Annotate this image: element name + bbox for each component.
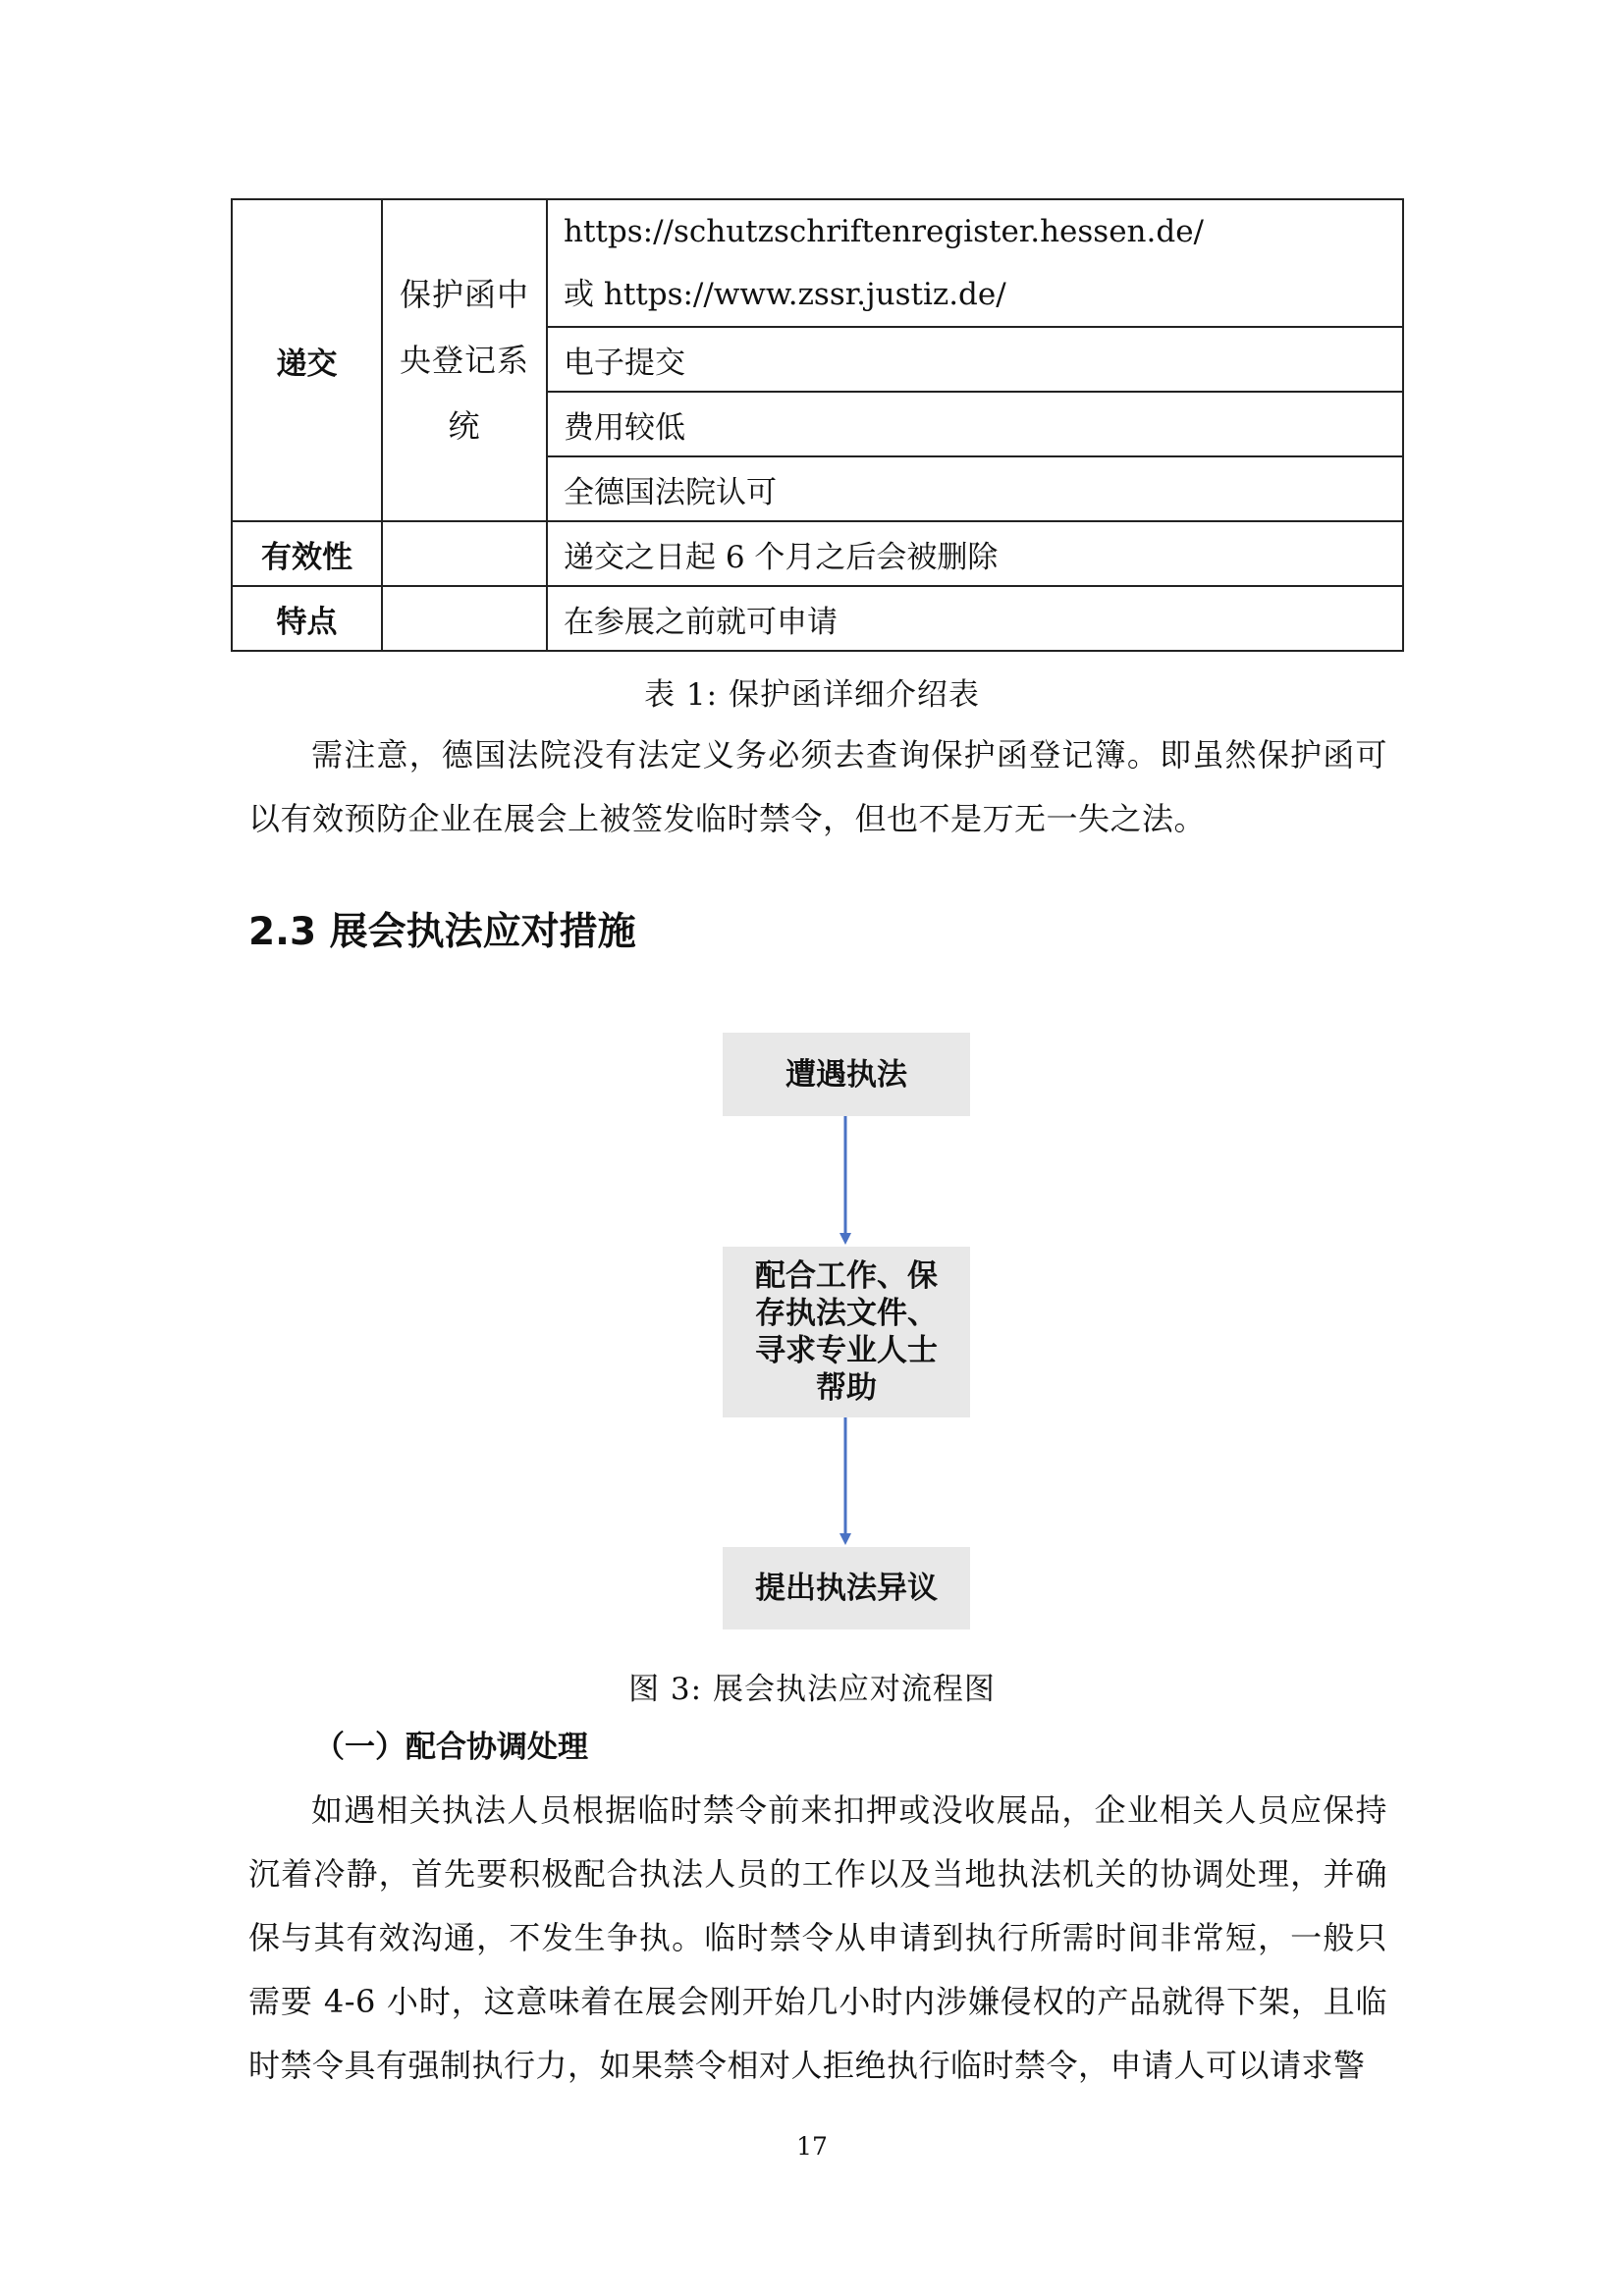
table-caption: 表 1: 保护函详细介绍表 [644, 677, 980, 713]
feature-electronic: 电子提交 [547, 327, 1403, 392]
feature-recognition: 全德国法院认可 [547, 456, 1403, 521]
row-label-submit: 递交 [232, 199, 382, 521]
section-heading: 2.3 展会执法应对措施 [248, 910, 636, 954]
subsection-heading: （一）配合协调处理 [314, 1730, 588, 1765]
feature-cost: 费用较低 [547, 392, 1403, 456]
flow-step-1 [723, 1033, 970, 1116]
flow-step-3 [723, 1547, 970, 1629]
page-number: 17 [796, 2132, 828, 2161]
feature-value: 在参展之前就可申请 [547, 586, 1403, 651]
flow-step-1-label: 遭遇执法 [785, 1056, 907, 1093]
validity-value: 递交之日起 6 个月之后会被删除 [547, 521, 1403, 586]
figure-caption: 图 3: 展会执法应对流程图 [628, 1672, 996, 1707]
flow-step-2-label: 配合工作、保存执法文件、寻求专业人士帮助 [755, 1258, 938, 1406]
paragraph-cooperate: 如遇相关执法人员根据临时禁令前来扣押或没收展品，企业相关人员应保持沉着冷静，首先要积极配合执法人员的工作以及当地执法机关的协调处理，并确保与其有效沟通，不发生争执。临时禁令从申请到执行所需时间非常短，一般只需要 4-6 小时，这意味着在展会刚开始几小时内涉嫌侵权的产品就得下架，且临时禁令具有强制执行力，如果禁令相对人拒绝执行临时禁令，申请人可以请求警 [248, 1791, 1387, 2084]
system-name-text: 保护函中央登记系统 [399, 275, 529, 445]
flow-step-3-label: 提出执法异议 [755, 1571, 938, 1606]
url-line-hessen: https://schutzschriftenregister.hessen.de/ [564, 214, 1204, 249]
flow-step-2 [723, 1247, 970, 1417]
row-label-validity: 有效性 [232, 521, 382, 586]
paragraph-note: 需注意，德国法院没有法定义务必须去查询保护函登记簿。即虽然保护函可以有效预防企业在展会上被签发临时禁令，但也不是万无一失之法。 [248, 736, 1387, 837]
url-line-justiz: 或 https://www.zssr.justiz.de/ [564, 277, 1006, 312]
row-label-feature: 特点 [232, 586, 382, 651]
